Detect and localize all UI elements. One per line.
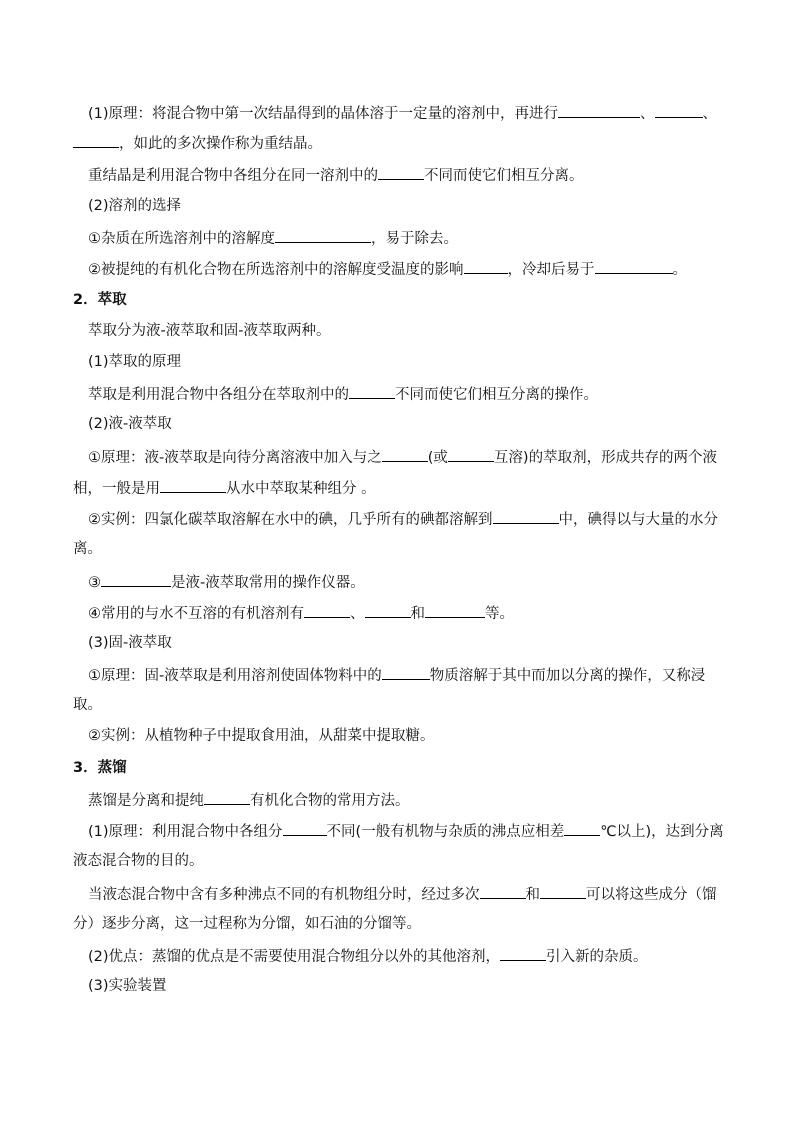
sl-principle-line-1 <box>88 664 705 686</box>
answer-blank[interactable] <box>304 602 350 618</box>
text: 不同而使它们相互分离的操作。 <box>395 387 598 403</box>
ll-example-line-1 <box>88 508 718 530</box>
ll-principle-line-2 <box>73 477 376 499</box>
distillation-heading: 3．蒸馏 <box>73 760 127 776</box>
text: 是液-液萃取常用的操作仪器。 <box>171 575 365 591</box>
text: 和 <box>410 606 425 622</box>
solvent-choice-title: (2)溶剂的选择 <box>88 198 182 214</box>
recryst-definition <box>88 164 584 186</box>
text: 互溶)的萃取剂，形成共存的两个液 <box>493 450 718 466</box>
text: (或 <box>427 450 448 466</box>
recryst-principle-line-1 <box>88 102 717 124</box>
answer-blank[interactable] <box>283 820 327 836</box>
text: (1)原理：利用混合物中各组分 <box>88 824 283 840</box>
text: 重结晶是利用混合物中各组分在同一溶剂中的 <box>88 168 378 184</box>
text: 、 <box>640 106 655 122</box>
distillation-intro <box>88 789 410 811</box>
answer-blank[interactable] <box>365 602 411 618</box>
text: (1)原理：将混合物中第一次结晶得到的晶体溶于一定量的溶剂中，再进行 <box>88 106 559 122</box>
answer-blank[interactable] <box>73 132 119 148</box>
distillation-principle-line-2: 液态混合物的目的。 <box>73 853 204 869</box>
answer-blank[interactable] <box>204 789 250 805</box>
sl-principle-line-2: 取。 <box>73 697 102 713</box>
text: 不同而使它们相互分离。 <box>424 168 584 184</box>
answer-blank[interactable] <box>101 571 171 587</box>
text: 有机化合物的常用方法。 <box>250 793 410 809</box>
answer-blank[interactable] <box>564 820 600 836</box>
text: ℃以上)，达到分离 <box>600 824 724 840</box>
answer-blank[interactable] <box>595 258 673 274</box>
answer-blank[interactable] <box>382 446 428 462</box>
answer-blank[interactable] <box>275 227 371 243</box>
text: 、 <box>350 606 365 622</box>
ll-solvents <box>88 602 514 624</box>
answer-blank[interactable] <box>382 664 430 680</box>
answer-blank[interactable] <box>655 102 703 118</box>
text: 可以将这些成分（馏 <box>586 887 717 903</box>
text: ①杂质在所选溶剂中的溶解度 <box>88 231 275 247</box>
solid-liquid-title: (3)固-液萃取 <box>88 635 172 651</box>
text: 不同(一般有机物与杂质的沸点应相差 <box>326 824 565 840</box>
text: 、 <box>702 106 718 122</box>
text: 从水中萃取某种组分 。 <box>226 481 376 497</box>
text: ④常用的与水不互溶的有机溶剂有 <box>88 606 304 622</box>
answer-blank[interactable] <box>558 102 640 118</box>
text: 相，一般是用 <box>73 481 160 497</box>
answer-blank[interactable] <box>425 602 485 618</box>
sl-example: ②实例：从植物种子中提取食用油，从甜菜中提取糖。 <box>88 728 435 744</box>
recryst-principle-line-2 <box>73 132 322 154</box>
text: ，如此的多次操作称为重结晶。 <box>119 136 322 152</box>
text: 和 <box>525 887 540 903</box>
text: 。 <box>672 262 687 278</box>
answer-blank[interactable] <box>493 508 559 524</box>
text: ②实例：四氯化碳萃取溶解在水中的碘，几乎所有的碘都溶解到 <box>88 512 493 528</box>
solvent-condition-2 <box>88 258 687 280</box>
text: (2)优点：蒸馏的优点是不需要使用混合物组分以外的其他溶剂， <box>88 949 501 965</box>
extraction-principle-title: (1)萃取的原理 <box>88 354 182 370</box>
text: 等。 <box>485 606 514 622</box>
answer-blank[interactable] <box>378 164 424 180</box>
extraction-principle <box>88 383 598 405</box>
answer-blank[interactable] <box>160 477 226 493</box>
apparatus-title: (3)实验装置 <box>88 978 167 994</box>
extraction-intro: 萃取分为液-液萃取和固-液萃取两种。 <box>88 323 331 339</box>
distillation-advantage <box>88 945 648 967</box>
fractionation-line-2: 分）逐步分离，这一过程称为分馏，如石油的分馏等。 <box>73 916 421 932</box>
text: ，冷却后易于 <box>507 262 595 278</box>
answer-blank[interactable] <box>464 258 508 274</box>
answer-blank[interactable] <box>480 883 526 899</box>
text: 萃取是利用混合物中各组分在萃取剂中的 <box>88 387 349 403</box>
text: 物质溶解于其中而加以分离的操作，又称浸 <box>429 668 706 684</box>
answer-blank[interactable] <box>540 883 586 899</box>
text: 引入新的杂质。 <box>546 949 648 965</box>
distillation-principle-line-1 <box>88 820 724 842</box>
solvent-condition-1 <box>88 227 458 249</box>
text: ①原理：液-液萃取是向待分离溶液中加入与之 <box>88 450 382 466</box>
answer-blank[interactable] <box>500 945 546 961</box>
extraction-heading: 2．萃取 <box>73 292 127 308</box>
answer-blank[interactable] <box>448 446 494 462</box>
text: 当液态混合物中含有多种沸点不同的有机物组分时，经过多次 <box>88 887 480 903</box>
text: ③ <box>88 575 101 591</box>
answer-blank[interactable] <box>349 383 395 399</box>
ll-instrument <box>88 571 365 593</box>
text: 蒸馏是分离和提纯 <box>88 793 204 809</box>
liquid-liquid-title: (2)液-液萃取 <box>88 416 172 432</box>
ll-example-line-2: 离。 <box>73 541 102 557</box>
text: ①原理：固-液萃取是利用溶剂使固体物料中的 <box>88 668 382 684</box>
text: ②被提纯的有机化合物在所选溶剂中的溶解度受温度的影响 <box>88 262 464 278</box>
text: 中，碘得以与大量的水分 <box>558 512 718 528</box>
ll-principle-line-1 <box>88 446 717 468</box>
fractionation-line-1 <box>88 883 717 905</box>
text: ，易于除去。 <box>371 231 458 247</box>
